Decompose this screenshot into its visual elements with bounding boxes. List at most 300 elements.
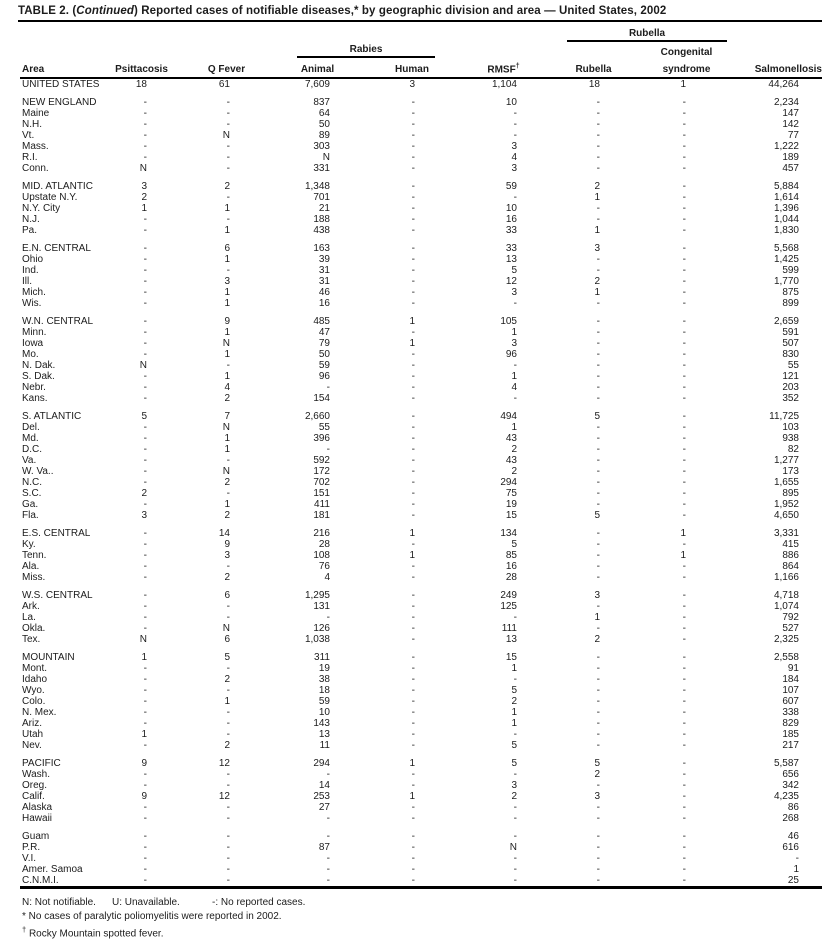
area-cell: Minn. <box>22 327 47 338</box>
value-cell: - <box>226 97 230 108</box>
value-cell: 864 <box>782 561 799 572</box>
value-cell: - <box>682 287 686 298</box>
value-cell: - <box>411 572 415 583</box>
value-cell: - <box>682 612 686 623</box>
table-row <box>20 477 822 488</box>
area-cell: Ala. <box>22 561 40 572</box>
value-cell: 46 <box>787 831 799 842</box>
table-row <box>20 276 822 287</box>
value-cell: - <box>143 130 147 141</box>
value-cell: - <box>596 652 600 663</box>
value-cell: - <box>143 499 147 510</box>
value-cell: - <box>411 488 415 499</box>
value-cell: - <box>411 360 415 371</box>
value-cell: 28 <box>318 539 330 550</box>
value-cell: 2 <box>511 791 517 802</box>
value-cell: 2,558 <box>773 652 799 663</box>
value-cell: 1 <box>511 663 517 674</box>
value-cell: - <box>143 243 147 254</box>
table-row <box>20 729 822 740</box>
value-cell: 6 <box>224 634 230 645</box>
value-cell: - <box>682 298 686 309</box>
value-cell: 3,331 <box>773 528 799 539</box>
value-cell: - <box>596 214 600 225</box>
value-cell: - <box>682 455 686 466</box>
table-row <box>20 163 822 174</box>
value-cell: 3 <box>141 510 147 521</box>
value-cell: 27 <box>318 802 330 813</box>
value-cell: 89 <box>318 130 330 141</box>
value-cell: 7,609 <box>304 79 330 90</box>
value-cell: - <box>596 499 600 510</box>
table-row <box>20 214 822 225</box>
value-cell: - <box>411 225 415 236</box>
value-cell: 331 <box>313 163 330 174</box>
value-cell: 13 <box>505 634 517 645</box>
value-cell: - <box>226 265 230 276</box>
value-cell: - <box>596 382 600 393</box>
value-cell: - <box>682 864 686 875</box>
value-cell: 108 <box>313 550 330 561</box>
value-cell: - <box>226 875 230 886</box>
group-spacer <box>20 645 822 652</box>
value-cell: - <box>411 119 415 130</box>
value-cell: 172 <box>313 466 330 477</box>
value-cell: - <box>596 360 600 371</box>
value-cell: 3 <box>511 780 517 791</box>
value-cell: 1,425 <box>773 254 799 265</box>
value-cell: 163 <box>313 243 330 254</box>
value-cell: 16 <box>318 298 330 309</box>
value-cell: - <box>596 298 600 309</box>
table-title <box>18 0 822 22</box>
table-row <box>20 791 822 802</box>
table-row <box>20 652 822 663</box>
value-cell: - <box>143 141 147 152</box>
value-cell: 125 <box>500 601 517 612</box>
group-spacer <box>20 90 822 97</box>
value-cell: 142 <box>782 119 799 130</box>
value-cell: 1 <box>793 864 799 875</box>
table-row <box>20 225 822 236</box>
value-cell: - <box>143 572 147 583</box>
area-cell: E.S. CENTRAL <box>22 528 91 539</box>
value-cell: - <box>143 327 147 338</box>
area-cell: Maine <box>22 108 50 119</box>
value-cell: 1,104 <box>491 79 517 90</box>
value-cell: 1 <box>594 612 600 623</box>
value-cell: 1 <box>141 203 147 214</box>
table-row <box>20 674 822 685</box>
table-row <box>20 287 822 298</box>
value-cell: - <box>682 214 686 225</box>
value-cell: - <box>596 740 600 751</box>
value-cell: - <box>596 802 600 813</box>
value-cell: - <box>143 707 147 718</box>
value-cell: - <box>596 97 600 108</box>
value-cell: 2 <box>594 181 600 192</box>
value-cell: 91 <box>787 663 799 674</box>
value-cell: - <box>682 740 686 751</box>
value-cell: - <box>682 254 686 265</box>
value-cell: - <box>596 254 600 265</box>
value-cell: 75 <box>505 488 517 499</box>
value-cell: 249 <box>500 590 517 601</box>
value-cell: - <box>411 411 415 422</box>
value-cell: 656 <box>782 769 799 780</box>
value-cell: 2,659 <box>773 316 799 327</box>
value-cell: 2 <box>594 634 600 645</box>
value-cell: - <box>682 780 686 791</box>
area-cell: Conn. <box>22 163 49 174</box>
footnote-dagger: † Rocky Mountain spotted fever. <box>22 925 164 940</box>
value-cell: - <box>411 539 415 550</box>
table-row <box>20 349 822 360</box>
value-cell: 1 <box>224 371 230 382</box>
area-cell: R.I. <box>22 152 38 163</box>
table-row <box>20 539 822 550</box>
value-cell: 38 <box>318 674 330 685</box>
area-cell: N.Y. City <box>22 203 61 214</box>
value-cell: - <box>596 455 600 466</box>
value-cell: 3 <box>511 287 517 298</box>
value-cell: - <box>143 674 147 685</box>
area-cell: La. <box>22 612 36 623</box>
value-cell: 2 <box>224 181 230 192</box>
area-cell: Fla. <box>22 510 39 521</box>
value-cell: 457 <box>782 163 799 174</box>
value-cell: 55 <box>787 360 799 371</box>
value-cell: 5 <box>511 685 517 696</box>
value-cell: 15 <box>505 652 517 663</box>
value-cell: 1,396 <box>773 203 799 214</box>
group-spacer-cell <box>20 645 822 652</box>
value-cell: - <box>596 875 600 886</box>
value-cell: 9 <box>224 539 230 550</box>
value-cell: - <box>411 813 415 824</box>
value-cell: 2 <box>224 477 230 488</box>
table-row <box>20 327 822 338</box>
value-cell: N <box>509 842 517 853</box>
area-cell: Alaska <box>22 802 53 813</box>
value-cell: - <box>326 831 330 842</box>
footnote-no-reported-cases: -: No reported cases. <box>212 897 306 908</box>
area-cell: Ariz. <box>22 718 42 729</box>
table-row <box>20 634 822 645</box>
value-cell: 6 <box>224 243 230 254</box>
col-header-rubella: Rubella <box>548 58 639 78</box>
value-cell: 1,277 <box>773 455 799 466</box>
value-cell: - <box>411 203 415 214</box>
value-cell: 5 <box>511 740 517 751</box>
value-cell: 1 <box>511 327 517 338</box>
value-cell: 103 <box>782 422 799 433</box>
value-cell: 3 <box>409 79 415 90</box>
value-cell: - <box>596 327 600 338</box>
value-cell: 50 <box>318 349 330 360</box>
value-cell: 1 <box>409 550 415 561</box>
value-cell: 9 <box>224 316 230 327</box>
rabies-group-header <box>270 42 459 58</box>
group-spacer <box>20 236 822 243</box>
value-cell: - <box>596 108 600 119</box>
value-cell: 1 <box>141 652 147 663</box>
area-cell: Miss. <box>22 572 46 583</box>
area-cell: Calif. <box>22 791 45 802</box>
value-cell: 5,587 <box>773 758 799 769</box>
value-cell: 126 <box>313 623 330 634</box>
value-cell: N <box>222 130 230 141</box>
table-row <box>20 831 822 842</box>
value-cell: - <box>143 623 147 634</box>
area-cell: Pa. <box>22 225 38 236</box>
value-cell: 3 <box>141 181 147 192</box>
rubella-group-header <box>548 25 734 42</box>
header-spacer <box>20 42 270 58</box>
area-cell: Md. <box>22 433 39 444</box>
value-cell: 87 <box>318 842 330 853</box>
value-cell: 131 <box>313 601 330 612</box>
value-cell: 1,655 <box>773 477 799 488</box>
value-cell: - <box>411 349 415 360</box>
value-cell: - <box>596 853 600 864</box>
title-suffix: ) Reported cases of notifiable diseases,* by geographic division and area — United States, 2002 <box>134 5 667 17</box>
header-spacer <box>734 25 822 42</box>
group-spacer <box>20 309 822 316</box>
value-cell: - <box>411 685 415 696</box>
value-cell: 77 <box>787 130 799 141</box>
area-cell: N.J. <box>22 214 40 225</box>
value-cell: 1 <box>680 528 686 539</box>
value-cell: - <box>682 685 686 696</box>
value-cell: 4 <box>324 572 330 583</box>
value-cell: 64 <box>318 108 330 119</box>
value-cell: 3 <box>511 163 517 174</box>
area-cell: Va. <box>22 455 37 466</box>
value-cell: 1 <box>511 718 517 729</box>
table-row <box>20 152 822 163</box>
value-cell: - <box>411 444 415 455</box>
value-cell: 1 <box>224 349 230 360</box>
value-cell: N <box>322 152 330 163</box>
area-cell: N.C. <box>22 477 42 488</box>
table-row <box>20 181 822 192</box>
value-cell: - <box>143 349 147 360</box>
value-cell: - <box>143 225 147 236</box>
value-cell: - <box>596 477 600 488</box>
value-cell: - <box>143 831 147 842</box>
value-cell: N <box>139 163 147 174</box>
value-cell: - <box>143 842 147 853</box>
value-cell: - <box>143 371 147 382</box>
value-cell: 1 <box>511 371 517 382</box>
value-cell: - <box>596 119 600 130</box>
group-spacer <box>20 404 822 411</box>
value-cell: - <box>411 243 415 254</box>
value-cell: - <box>411 561 415 572</box>
table-row <box>20 696 822 707</box>
value-cell: - <box>682 444 686 455</box>
group-spacer-cell <box>20 824 822 831</box>
value-cell: - <box>513 130 517 141</box>
value-cell: - <box>682 510 686 521</box>
value-cell: 19 <box>505 499 517 510</box>
value-cell: 6 <box>224 590 230 601</box>
value-cell: 154 <box>313 393 330 404</box>
value-cell: - <box>226 141 230 152</box>
value-cell: 82 <box>787 444 799 455</box>
value-cell: - <box>143 444 147 455</box>
value-cell: - <box>682 152 686 163</box>
value-cell: 5,568 <box>773 243 799 254</box>
value-cell: - <box>326 875 330 886</box>
area-cell: Ky. <box>22 539 36 550</box>
value-cell: - <box>411 729 415 740</box>
value-cell: - <box>682 327 686 338</box>
value-cell: - <box>596 349 600 360</box>
table-row <box>20 444 822 455</box>
value-cell: 1 <box>224 298 230 309</box>
table-row <box>20 433 822 444</box>
value-cell: 9 <box>141 758 147 769</box>
value-cell: - <box>596 528 600 539</box>
table-row <box>20 813 822 824</box>
value-cell: 5 <box>224 652 230 663</box>
value-cell: - <box>682 97 686 108</box>
group-spacer-cell <box>20 90 822 97</box>
value-cell: - <box>682 338 686 349</box>
value-cell: 294 <box>500 477 517 488</box>
value-cell: 11,725 <box>769 411 799 422</box>
footnotes <box>22 896 837 941</box>
value-cell: 7 <box>224 411 230 422</box>
header-spacer <box>734 42 822 58</box>
value-cell: - <box>682 652 686 663</box>
table-row <box>20 685 822 696</box>
value-cell: - <box>411 382 415 393</box>
value-cell: - <box>143 393 147 404</box>
value-cell: 44,264 <box>768 79 799 90</box>
value-cell: 12 <box>218 758 230 769</box>
value-cell: 1 <box>409 791 415 802</box>
value-cell: - <box>682 875 686 886</box>
value-cell: - <box>226 663 230 674</box>
value-cell: - <box>682 853 686 864</box>
table-row <box>20 422 822 433</box>
value-cell: - <box>143 769 147 780</box>
table-row <box>20 119 822 130</box>
value-cell: 18 <box>588 79 600 90</box>
value-cell: - <box>411 718 415 729</box>
value-cell: - <box>143 696 147 707</box>
value-cell: 18 <box>318 685 330 696</box>
value-cell: - <box>411 371 415 382</box>
value-cell: - <box>682 422 686 433</box>
col-header-area: Area <box>20 58 100 78</box>
value-cell: 438 <box>313 225 330 236</box>
value-cell: - <box>596 550 600 561</box>
group-spacer-cell <box>20 404 822 411</box>
area-cell: Mo. <box>22 349 39 360</box>
value-cell: - <box>682 203 686 214</box>
table-row <box>20 550 822 561</box>
value-cell: - <box>513 864 517 875</box>
value-cell: - <box>411 674 415 685</box>
value-cell: 21 <box>318 203 330 214</box>
value-cell: 1 <box>511 707 517 718</box>
value-cell: - <box>596 130 600 141</box>
value-cell: 875 <box>782 287 799 298</box>
value-cell: - <box>682 382 686 393</box>
value-cell: - <box>143 685 147 696</box>
value-cell: 107 <box>782 685 799 696</box>
value-cell: 13 <box>318 729 330 740</box>
value-cell: 33 <box>505 243 517 254</box>
value-cell: - <box>513 769 517 780</box>
value-cell: 96 <box>318 371 330 382</box>
area-cell: MOUNTAIN <box>22 652 75 663</box>
area-cell: N. Mex. <box>22 707 57 718</box>
value-cell: - <box>143 119 147 130</box>
area-cell: Kans. <box>22 393 48 404</box>
value-cell: 4 <box>224 382 230 393</box>
value-cell: 5 <box>511 539 517 550</box>
value-cell: 134 <box>500 528 517 539</box>
value-cell: N <box>222 338 230 349</box>
value-cell: - <box>682 813 686 824</box>
value-cell: 2,660 <box>304 411 330 422</box>
value-cell: - <box>143 539 147 550</box>
table-row <box>20 265 822 276</box>
header-spacer <box>20 25 548 42</box>
value-cell: 61 <box>218 79 230 90</box>
table-row <box>20 130 822 141</box>
value-cell: - <box>682 360 686 371</box>
group-spacer <box>20 583 822 590</box>
area-cell: NEW ENGLAND <box>22 97 97 108</box>
value-cell: 39 <box>318 254 330 265</box>
col-header-q-fever: Q Fever <box>183 58 270 78</box>
value-cell: - <box>682 590 686 601</box>
value-cell: 47 <box>318 327 330 338</box>
value-cell: - <box>226 192 230 203</box>
value-cell: 342 <box>782 780 799 791</box>
value-cell: - <box>143 612 147 623</box>
value-cell: 792 <box>782 612 799 623</box>
value-cell: - <box>411 831 415 842</box>
area-cell: N. Dak. <box>22 360 56 371</box>
value-cell: 216 <box>313 528 330 539</box>
value-cell: - <box>411 634 415 645</box>
value-cell: - <box>596 466 600 477</box>
table-row <box>20 254 822 265</box>
value-cell: 3 <box>511 338 517 349</box>
group-spacer-cell <box>20 751 822 758</box>
table-row <box>20 802 822 813</box>
value-cell: 55 <box>318 422 330 433</box>
area-cell: Ohio <box>22 254 44 265</box>
value-cell: 830 <box>782 349 799 360</box>
value-cell: - <box>411 254 415 265</box>
footnote-not-notifiable: N: Not notifiable. <box>22 897 96 908</box>
value-cell: - <box>682 758 686 769</box>
table-row <box>20 203 822 214</box>
value-cell: - <box>596 831 600 842</box>
value-cell: 4 <box>511 152 517 163</box>
value-cell: 338 <box>782 707 799 718</box>
value-cell: 899 <box>782 298 799 309</box>
value-cell: 2 <box>511 466 517 477</box>
